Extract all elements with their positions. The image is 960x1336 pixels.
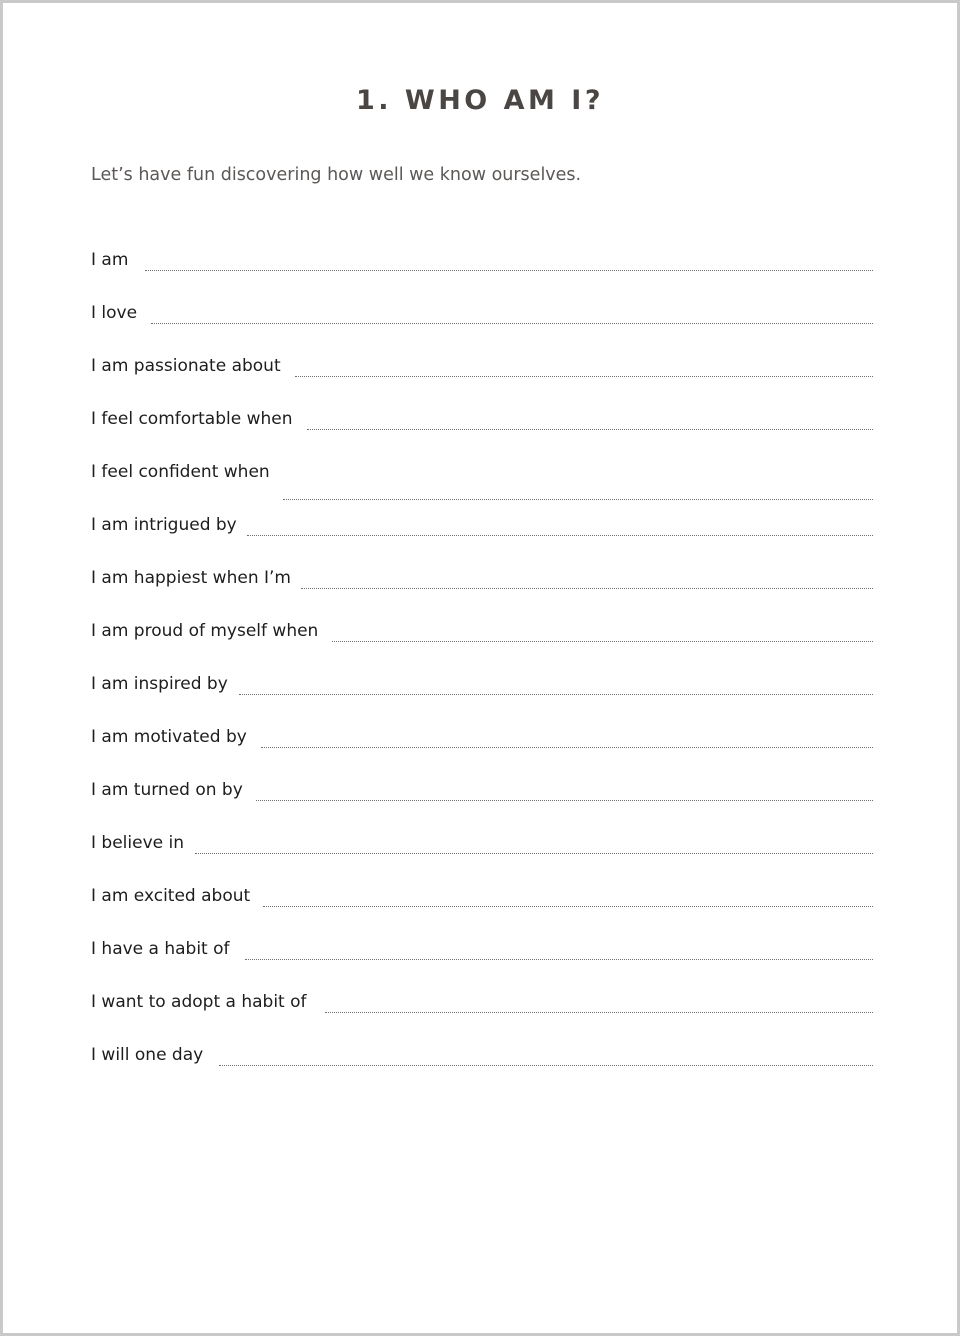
answer-line[interactable]	[145, 270, 873, 271]
answer-line[interactable]	[301, 588, 873, 589]
page-title: 1. WHO AM I?	[355, 85, 605, 116]
answer-line[interactable]	[263, 906, 873, 907]
prompt-label: I am happiest when I’m	[91, 568, 291, 588]
prompt-row	[91, 296, 873, 349]
prompt-label: I am proud of myself when	[91, 621, 319, 641]
answer-line[interactable]	[239, 694, 873, 695]
prompt-row	[91, 720, 873, 773]
prompt-label: I am passionate about	[91, 356, 281, 376]
prompt-row	[91, 402, 873, 455]
prompt-label: I am turned on by	[91, 780, 243, 800]
prompt-label: I am	[91, 250, 129, 270]
answer-line[interactable]	[261, 747, 873, 748]
prompt-label: I feel confident when	[91, 462, 270, 482]
prompt-label: I believe in	[91, 833, 184, 853]
prompt-row	[91, 667, 873, 720]
prompt-label: I am inspired by	[91, 674, 228, 694]
answer-line[interactable]	[219, 1065, 873, 1066]
prompt-list	[91, 243, 873, 1091]
prompt-row	[91, 243, 873, 296]
prompt-label: I feel comfortable when	[91, 409, 293, 429]
answer-line[interactable]	[151, 323, 873, 324]
prompt-label: I will one day	[91, 1045, 204, 1065]
answer-line[interactable]	[245, 959, 873, 960]
answer-line[interactable]	[295, 376, 873, 377]
intro-text: Let’s have fun discovering how well we know ourselves.	[91, 165, 582, 185]
answer-line[interactable]	[307, 429, 873, 430]
prompt-row	[91, 879, 873, 932]
prompt-row	[91, 561, 873, 614]
prompt-row	[91, 349, 873, 402]
answer-line[interactable]	[283, 499, 873, 500]
prompt-row	[91, 1038, 873, 1091]
prompt-row	[91, 985, 873, 1038]
answer-line[interactable]	[195, 853, 873, 854]
prompt-row	[91, 614, 873, 667]
prompt-label: I want to adopt a habit of	[91, 992, 307, 1012]
answer-line[interactable]	[325, 1012, 873, 1013]
prompt-row	[91, 932, 873, 985]
prompt-row	[91, 455, 873, 508]
prompt-label: I am excited about	[91, 886, 251, 906]
answer-line[interactable]	[256, 800, 873, 801]
prompt-row	[91, 826, 873, 879]
prompt-label: I have a habit of	[91, 939, 230, 959]
answer-line[interactable]	[332, 641, 873, 642]
prompt-label: I love	[91, 303, 138, 323]
prompt-row	[91, 508, 873, 561]
answer-line[interactable]	[247, 535, 873, 536]
prompt-row	[91, 773, 873, 826]
prompt-label: I am motivated by	[91, 727, 247, 747]
prompt-label: I am intrigued by	[91, 515, 237, 535]
